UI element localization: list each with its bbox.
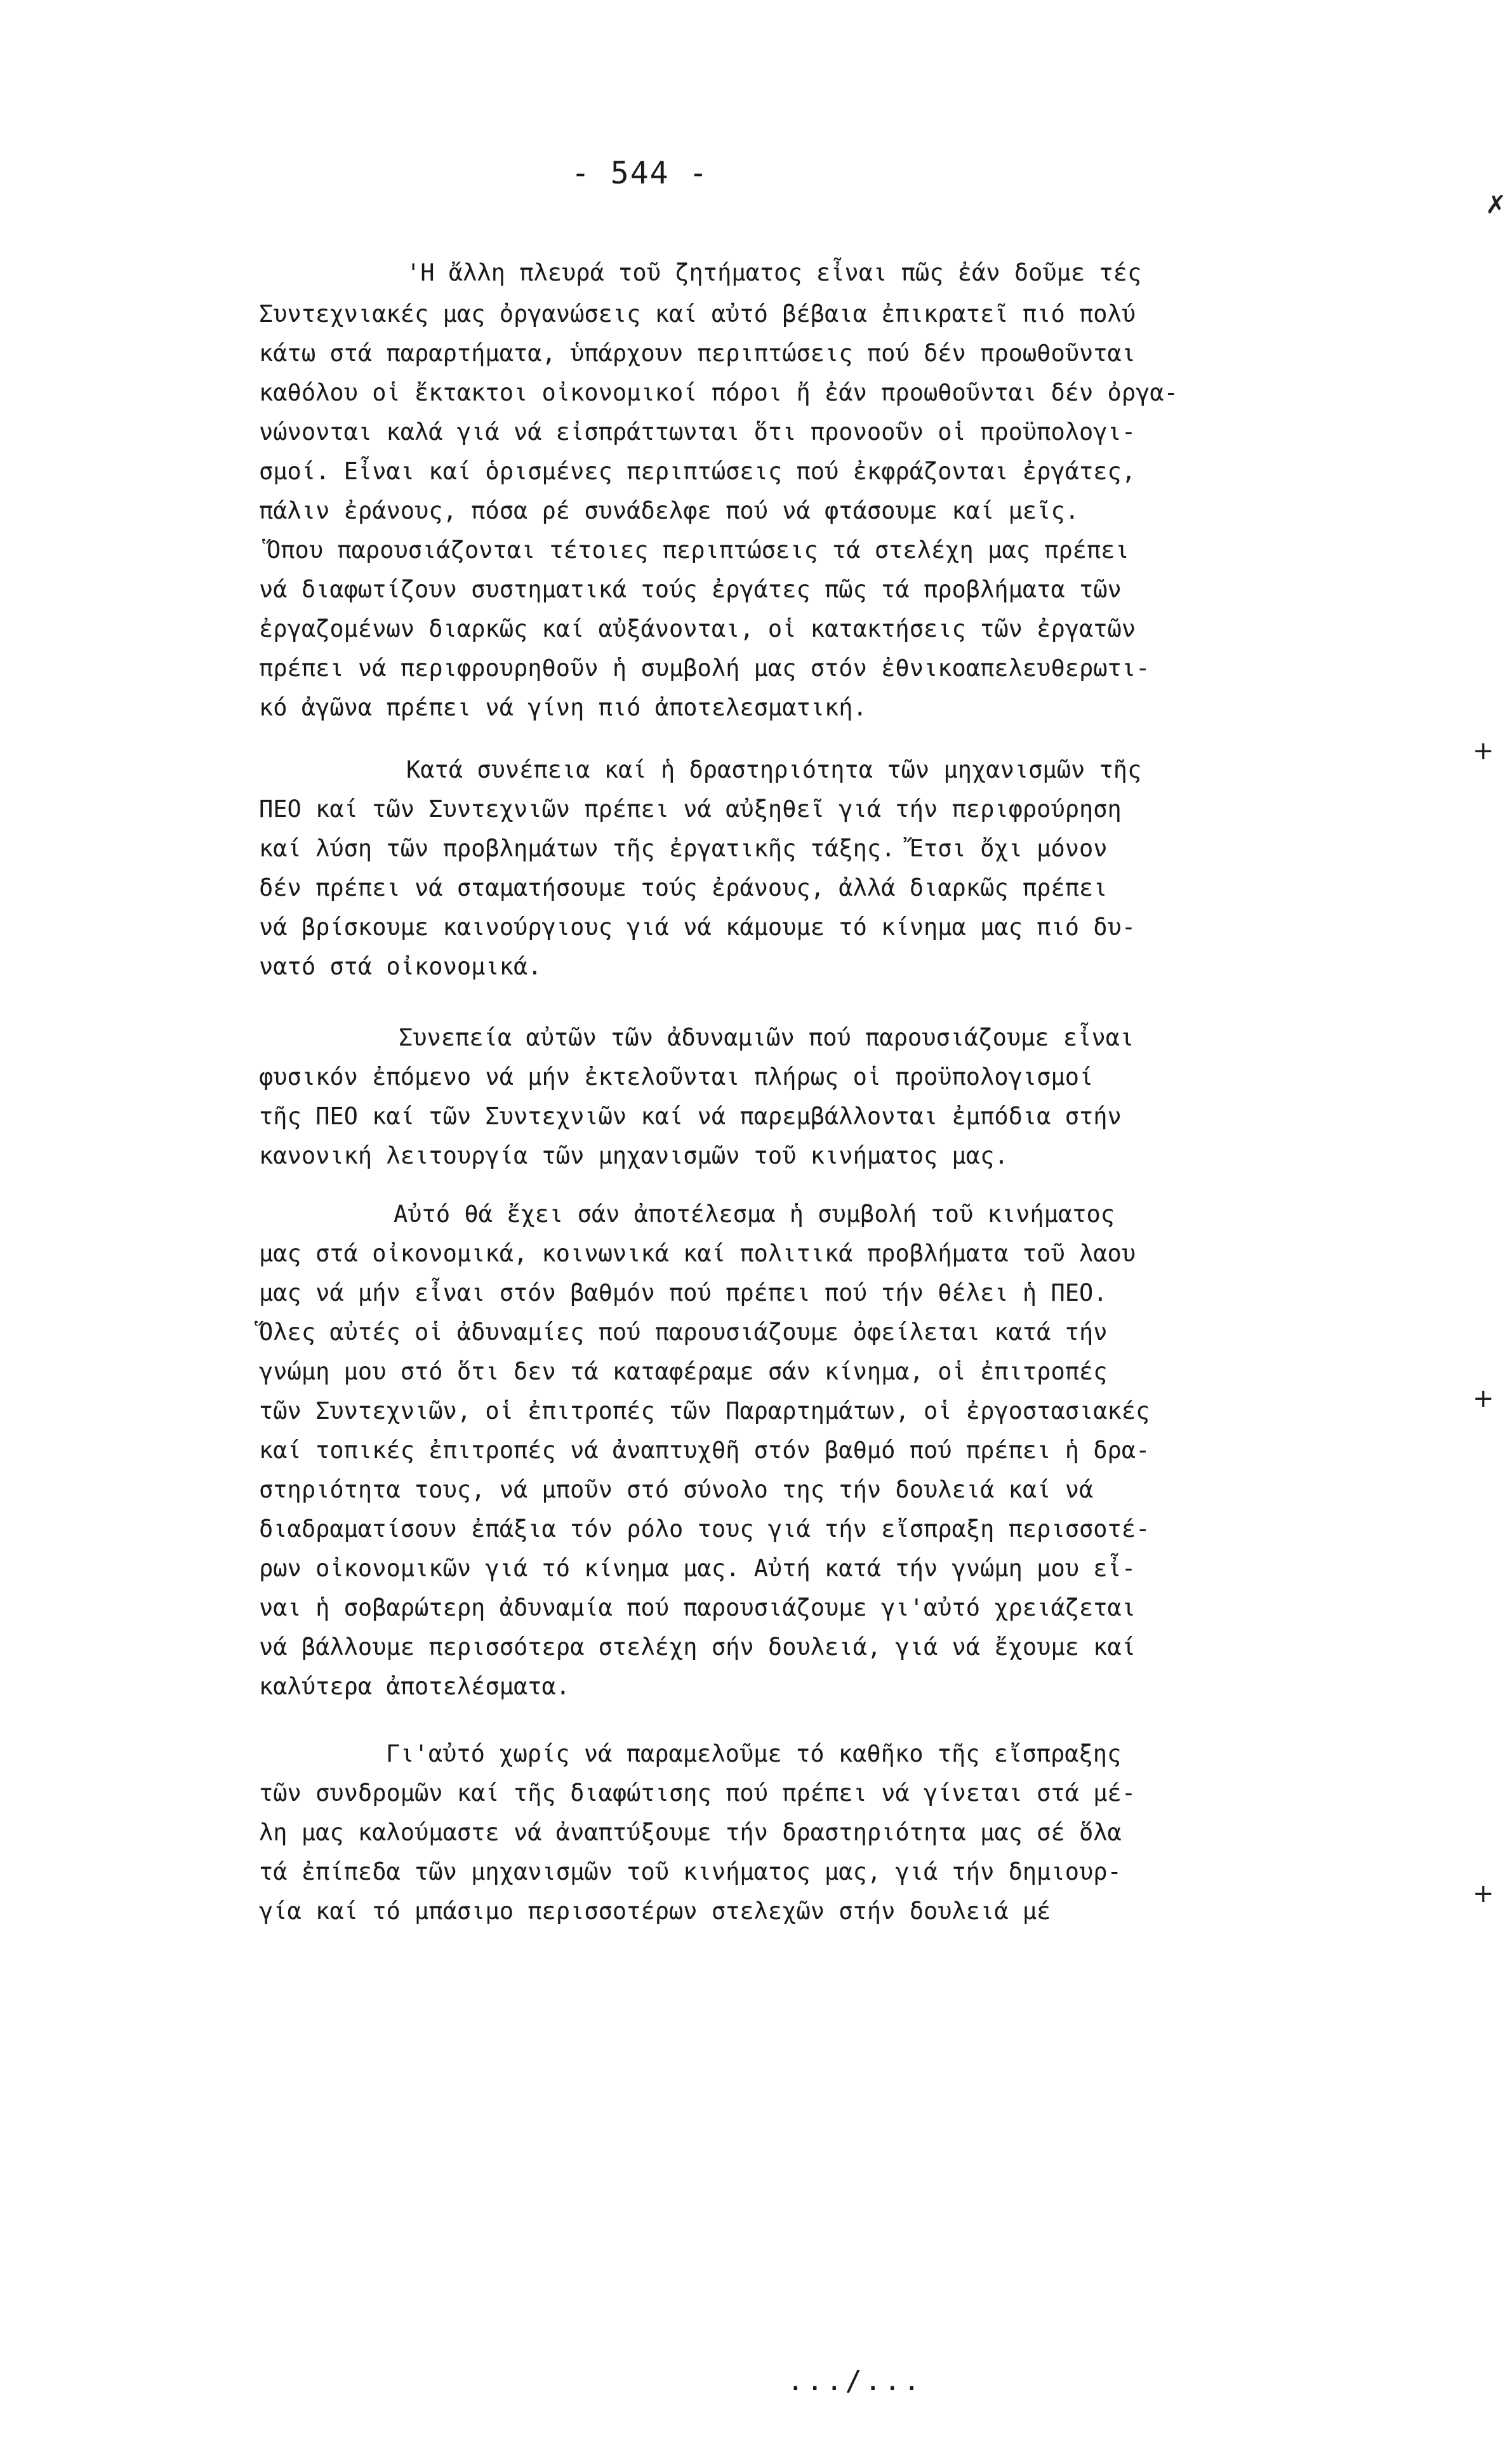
text-line: διαδραματίσουν ἐπάξια τόν ρόλο τους γιά τήν εἴσπραξη περισσοτέ- — [259, 1515, 1150, 1543]
margin-cross-mark: ✗ — [1485, 190, 1507, 220]
text-line: γνώμη μου στό ὅτι δεν τά καταφέραμε σάν κίνημα, οἱ ἐπιτροπές — [259, 1358, 1108, 1385]
text-line: κάτω στά παραρτήματα, ὑπάρχουν περιπτώσεις πού δέν προωθοῦνται — [259, 340, 1136, 367]
text-line: νά βάλλουμε περισσότερα στελέχη σήν δουλειά, γιά νά ἔχουμε καί — [259, 1633, 1136, 1661]
text-line: τῶν συνδρομῶν καί τῆς διαφώτισης πού πρέπει νά γίνεται στά μέ- — [259, 1779, 1136, 1807]
text-line: πάλιν ἐράνους, πόσα ρέ συνάδελφε πού νά φτάσουμε καί μεῖς. — [259, 497, 1080, 524]
text-line: καί τοπικές ἐπιτροπές νά ἀναπτυχθῆ στόν βαθμό πού πρέπει ἡ δρα- — [259, 1437, 1150, 1464]
text-line: καί λύση τῶν προβλημάτων τῆς ἐργατικῆς τάξης. Ἔτσι ὄχι μόνον — [259, 835, 1108, 862]
text-line: νώνονται καλά γιά νά εἰσπράττωνται ὅτι προνοοῦν οἱ προϋπολογι- — [259, 418, 1136, 446]
text-line: ναι ἡ σοβαρώτερη ἀδυναμία πού παρουσιάζουμε γι'αὐτό χρειάζεται — [259, 1594, 1136, 1621]
text-line: κό ἀγῶνα πρέπει νά γίνη πιό ἀποτελεσματική. — [259, 694, 867, 721]
text-line: νά βρίσκουμε καινούργιους γιά νά κάμουμε τό κίνημα μας πιό δυ- — [259, 914, 1136, 941]
text-line: φυσικόν ἐπόμενο νά μήν ἐκτελοῦνται πλήρως οἱ προϋπολογισμοί — [259, 1063, 1094, 1091]
text-line: πρέπει νά περιφρουρηθοῦν ἡ συμβολή μας στόν ἐθνικοαπελευθερωτι- — [259, 655, 1150, 682]
text-line: σμοί. Εἶναι καί ὁρισμένες περιπτώσεις πού ἐκφράζονται ἐργάτες, — [259, 458, 1136, 485]
text-line: στηριότητα τους, νά μποῦν στό σύνολο της τήν δουλειά καί νά — [259, 1476, 1094, 1503]
text-line: μας στά οἰκονομικά, κοινωνικά καί πολιτικά προβλήματα τοῦ λαου — [259, 1240, 1136, 1267]
text-line: Αὐτό θά ἔχει σάν ἀποτέλεσμα ἡ συμβολή τοῦ κινήματος — [394, 1200, 1115, 1228]
text-line: νά διαφωτίζουν συστηματικά τούς ἐργάτες πῶς τά προβλήματα τῶν — [259, 576, 1122, 603]
margin-plus-mark: + — [1473, 1384, 1494, 1413]
continuation-marker: .../... — [787, 2365, 923, 2397]
text-line: ἐργαζομένων διαρκῶς καί αὐξάνονται, οἱ κατακτήσεις τῶν ἐργατῶν — [259, 615, 1136, 642]
margin-plus-mark: + — [1473, 736, 1494, 766]
text-line: Συνεπεία αὐτῶν τῶν ἀδυναμιῶν πού παρουσιάζουμε εἶναι — [399, 1024, 1134, 1051]
text-line: ΠΕΟ καί τῶν Συντεχνιῶν πρέπει νά αὐξηθεῖ γιά τήν περιφρούρηση — [259, 795, 1122, 823]
text-line: δέν πρέπει νά σταματήσουμε τούς ἐράνους, ἀλλά διαρκῶς πρέπει — [259, 874, 1108, 901]
text-line: Γι'αὐτό χωρίς νά παραμελοῦμε τό καθῆκο τῆς εἴσπραξης — [386, 1740, 1122, 1767]
page-number: - 544 - — [571, 156, 709, 191]
text-line: Ὅλες αὐτές οἱ ἀδυναμίες πού παρουσιάζουμε ὀφείλεται κατά τήν — [259, 1319, 1108, 1346]
text-line: μας νά μήν εἶναι στόν βαθμόν πού πρέπει πού τήν θέλει ἡ ΠΕΟ. — [259, 1279, 1108, 1306]
text-line: τῆς ΠΕΟ καί τῶν Συντεχνιῶν καί νά παρεμβάλλονται ἐμπόδια στήν — [259, 1103, 1122, 1130]
text-line: κανονική λειτουργία τῶν μηχανισμῶν τοῦ κινήματος μας. — [259, 1142, 1009, 1169]
text-line: Ὅπου παρουσιάζονται τέτοιες περιπτώσεις τά στελέχη μας πρέπει — [267, 536, 1129, 564]
text-line: τά ἐπίπεδα τῶν μηχανισμῶν τοῦ κινήματος μας, γιά τήν δημιουρ- — [259, 1858, 1122, 1885]
text-line: γία καί τό μπάσιμο περισσοτέρων στελεχῶν στήν δουλειά μέ — [259, 1898, 1051, 1925]
text-line: 'Η ἄλλη πλευρά τοῦ ζητήματος εἶναι πῶς ἐάν δοῦμε τές — [406, 259, 1142, 286]
text-line: τῶν Συντεχνιῶν, οἱ ἐπιτροπές τῶν Παραρτημάτων, οἱ ἐργοστασιακές — [259, 1397, 1150, 1425]
margin-plus-mark: + — [1473, 1879, 1494, 1908]
text-line: Κατά συνέπεια καί ἡ δραστηριότητα τῶν μηχανισμῶν τῆς — [406, 756, 1142, 783]
text-line: νατό στά οἰκονομικά. — [259, 953, 542, 980]
text-line: Συντεχνιακές μας ὀργανώσεις καί αὐτό βέβαια ἐπικρατεῖ πιό πολύ — [259, 300, 1136, 328]
text-line: λη μας καλούμαστε νά ἀναπτύξουμε τήν δραστηριότητα μας σέ ὅλα — [259, 1819, 1122, 1846]
text-line: καλύτερα ἀποτελέσματα. — [259, 1673, 571, 1700]
text-line: ρων οἰκονομικῶν γιά τό κίνημα μας. Αὐτή κατά τήν γνώμη μου εἶ- — [259, 1555, 1136, 1582]
text-line: καθόλου οἱ ἔκτακτοι οἰκονομικοί πόροι ἤ ἐάν προωθοῦνται δέν ὀργα- — [259, 379, 1178, 406]
